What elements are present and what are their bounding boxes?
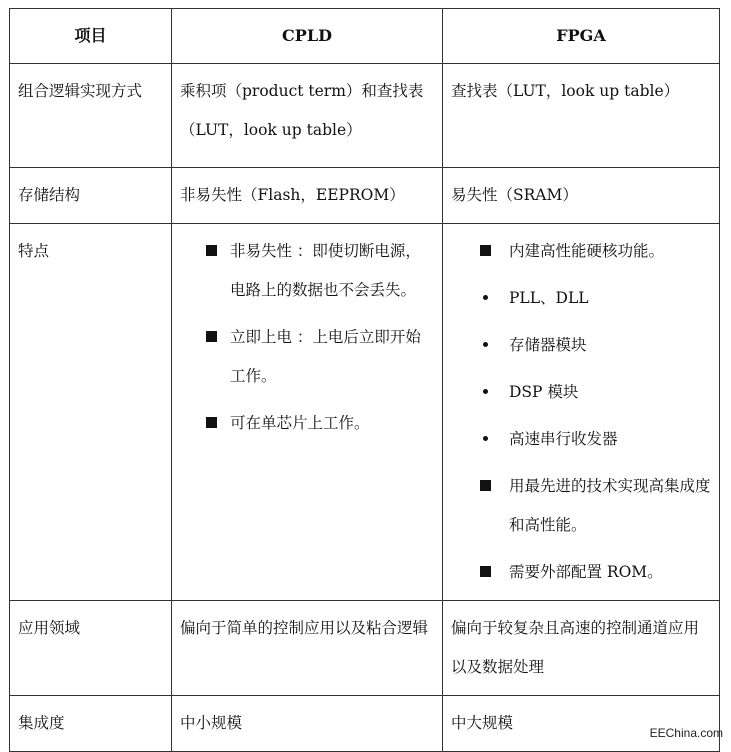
- row-label: 特点: [10, 224, 172, 601]
- row-label: 应用领域: [10, 601, 172, 696]
- feature-text: 可在单芯片上工作。: [230, 414, 370, 432]
- dot-bullet-icon: [477, 420, 493, 459]
- header-cpld: CPLD: [172, 9, 443, 64]
- cpld-cell: 乘积项（product term）和查找表（LUT，look up table）: [172, 64, 443, 168]
- feature-text: 立即上电 ：上电后立即开始工作。: [230, 328, 421, 385]
- header-fpga: FPGA: [443, 9, 720, 64]
- dot-bullet-icon: [477, 373, 493, 412]
- cpld-cell: [172, 224, 443, 601]
- feature-item: [180, 232, 434, 310]
- table-row: [10, 696, 720, 752]
- feature-item: [451, 553, 711, 592]
- square-bullet-icon: [203, 232, 219, 271]
- feature-item: [451, 326, 711, 365]
- fpga-feature-list: [451, 232, 711, 592]
- table-row: [10, 601, 720, 696]
- cpld-cell: 偏向于简单的控制应用以及粘合逻辑: [172, 601, 443, 696]
- table-row: [10, 224, 720, 601]
- feature-text: DSP 模块: [509, 383, 579, 401]
- square-bullet-icon: [203, 318, 219, 357]
- square-bullet-icon: [477, 232, 493, 271]
- fpga-cell: 查找表（LUT，look up table）: [443, 64, 720, 168]
- fpga-cell: 中大规模: [443, 696, 720, 752]
- feature-item: [451, 232, 711, 271]
- cpld-cell: 中小规模: [172, 696, 443, 752]
- fpga-cell: [443, 224, 720, 601]
- feature-text: 非易失性 ：即使切断电源，电路上的数据也不会丢失。: [230, 242, 421, 299]
- row-label: 组合逻辑实现方式: [10, 64, 172, 168]
- feature-text: 需要外部配置 ROM。: [509, 563, 663, 581]
- fpga-cell: 易失性（SRAM）: [443, 168, 720, 224]
- watermark: EEChina.com: [649, 726, 723, 740]
- feature-item: [451, 373, 711, 412]
- square-bullet-icon: [477, 553, 493, 592]
- table-row: [10, 64, 720, 168]
- header-item: 项目: [10, 9, 172, 64]
- feature-text: PLL、DLL: [509, 289, 589, 307]
- feature-item: [451, 467, 711, 545]
- feature-item: [180, 318, 434, 396]
- dot-bullet-icon: [477, 326, 493, 365]
- square-bullet-icon: [203, 404, 219, 443]
- cpld-cell: 非易失性（Flash，EEPROM）: [172, 168, 443, 224]
- row-label: 集成度: [10, 696, 172, 752]
- cpld-fpga-comparison-table: [9, 8, 720, 752]
- table-row: [10, 168, 720, 224]
- feature-text: 高速串行收发器: [509, 430, 618, 448]
- feature-text: 用最先进的技术实现高集成度和高性能。: [509, 477, 711, 534]
- header-row: [10, 9, 720, 64]
- square-bullet-icon: [477, 467, 493, 506]
- feature-item: [451, 279, 711, 318]
- feature-item: [451, 420, 711, 459]
- fpga-cell: 偏向于较复杂且高速的控制通道应用以及数据处理: [443, 601, 720, 696]
- feature-text: 内建高性能硬核功能。: [509, 242, 665, 260]
- feature-item: [180, 404, 434, 443]
- feature-text: 存储器模块: [509, 336, 587, 354]
- row-label: 存储结构: [10, 168, 172, 224]
- cpld-feature-list: [180, 232, 434, 443]
- dot-bullet-icon: [477, 279, 493, 318]
